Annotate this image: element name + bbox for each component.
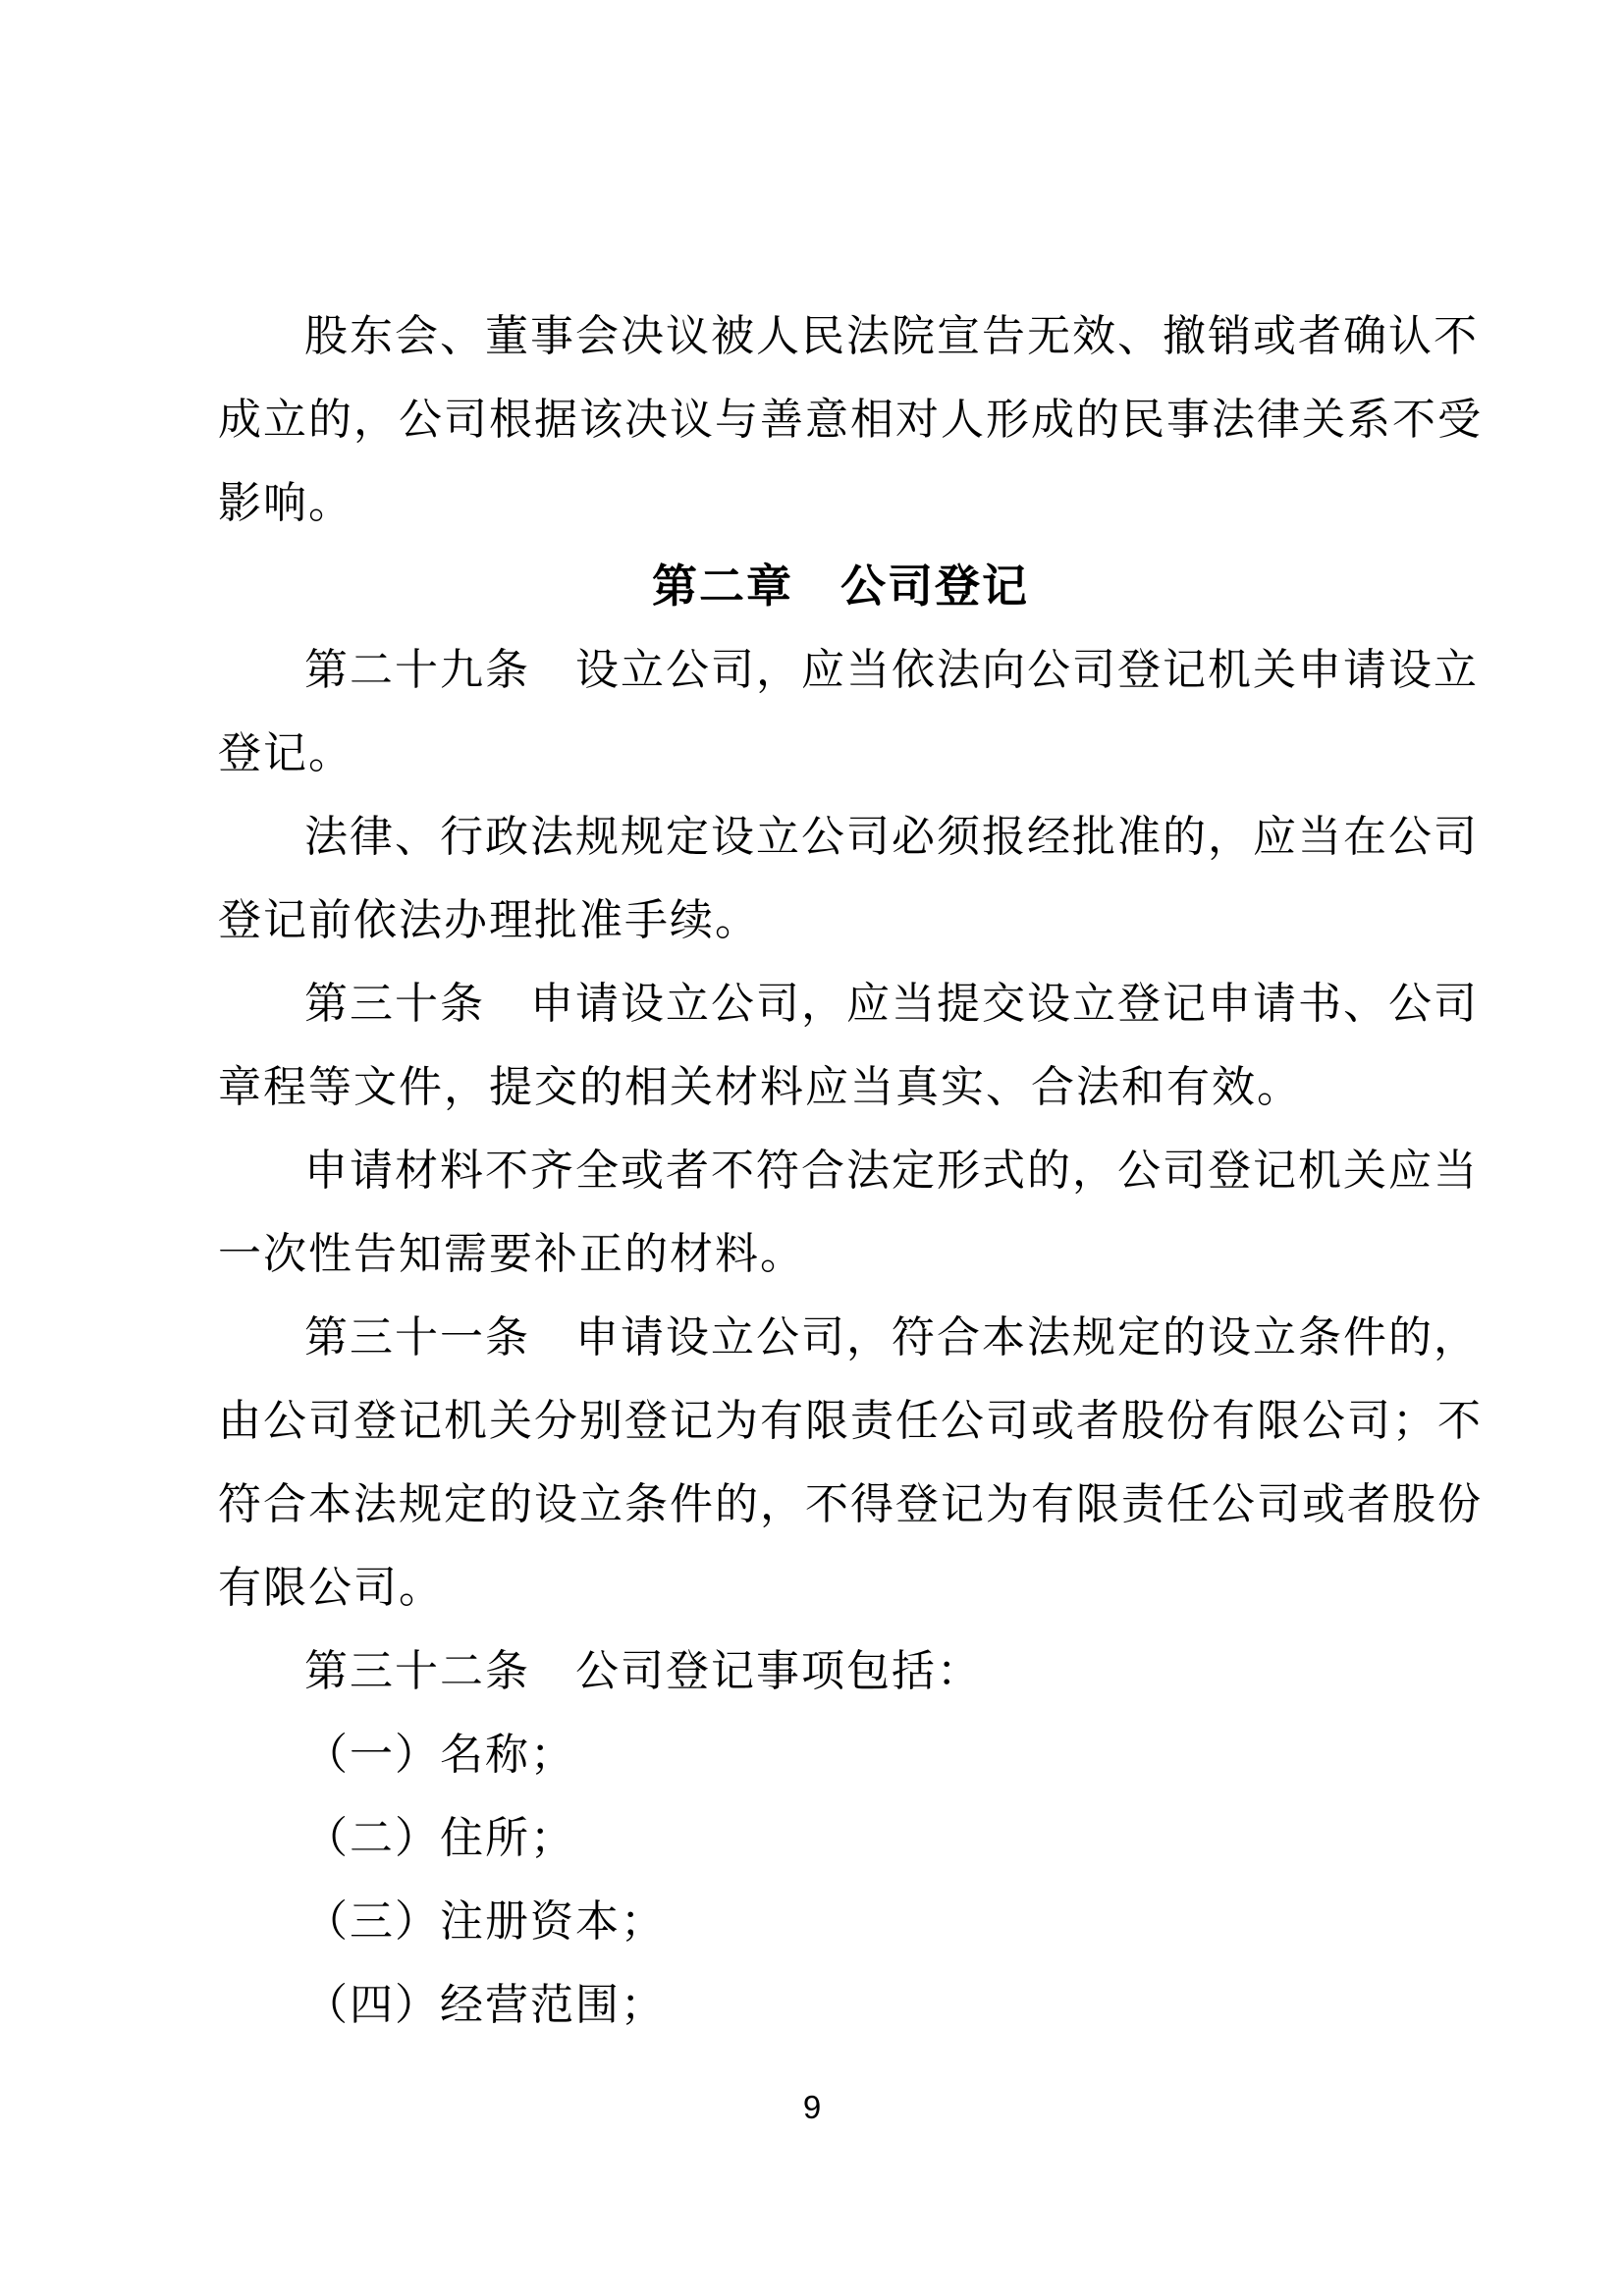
text-line: 第二十九条 设立公司，应当依法向公司登记机关申请设立 [304,646,1479,694]
page-number: 9 [802,2089,822,2125]
text-line: 第三十条 申请设立公司，应当提交设立登记申请书、公司 [304,980,1479,1028]
text-line: （一）名称； [304,1731,575,1779]
text-line: 章程等文件，提交的相关材料应当真实、合法和有效。 [218,1063,1302,1111]
text-line: 有限公司。 [218,1564,444,1612]
text-line: 符合本法规定的设立条件的，不得登记为有限责任公司或者股份 [218,1480,1483,1528]
text-line: 登记。 [218,729,353,777]
text-line: 影响。 [218,479,353,527]
text-line: 法律、行政法规规定设立公司必须报经批准的，应当在公司 [304,813,1479,861]
text-line: （二）住所； [304,1814,575,1862]
text-line: 一次性告知需要补正的材料。 [218,1230,805,1278]
text-line: （四）经营范围； [304,1981,666,2029]
chapter-heading: 第二章 公司登记 [652,561,1029,612]
text-line: 由公司登记机关分别登记为有限责任公司或者股份有限公司；不 [218,1397,1483,1445]
text-line: 登记前依法办理批准手续。 [218,896,760,944]
text-line: （三）注册资本； [304,1897,666,1946]
text-line: 申请材料不齐全或者不符合法定形式的，公司登记机关应当 [304,1147,1479,1195]
text-line: 股东会、董事会决议被人民法院宣告无效、撤销或者确认不 [304,312,1479,360]
text-line: 第三十一条 申请设立公司，符合本法规定的设立条件的， [304,1313,1479,1362]
text-line: 第三十二条 公司登记事项包括： [304,1647,982,1695]
document-body [218,294,1483,2047]
text-line: 成立的，公司根据该决议与善意相对人形成的民事法律关系不受 [218,396,1483,444]
